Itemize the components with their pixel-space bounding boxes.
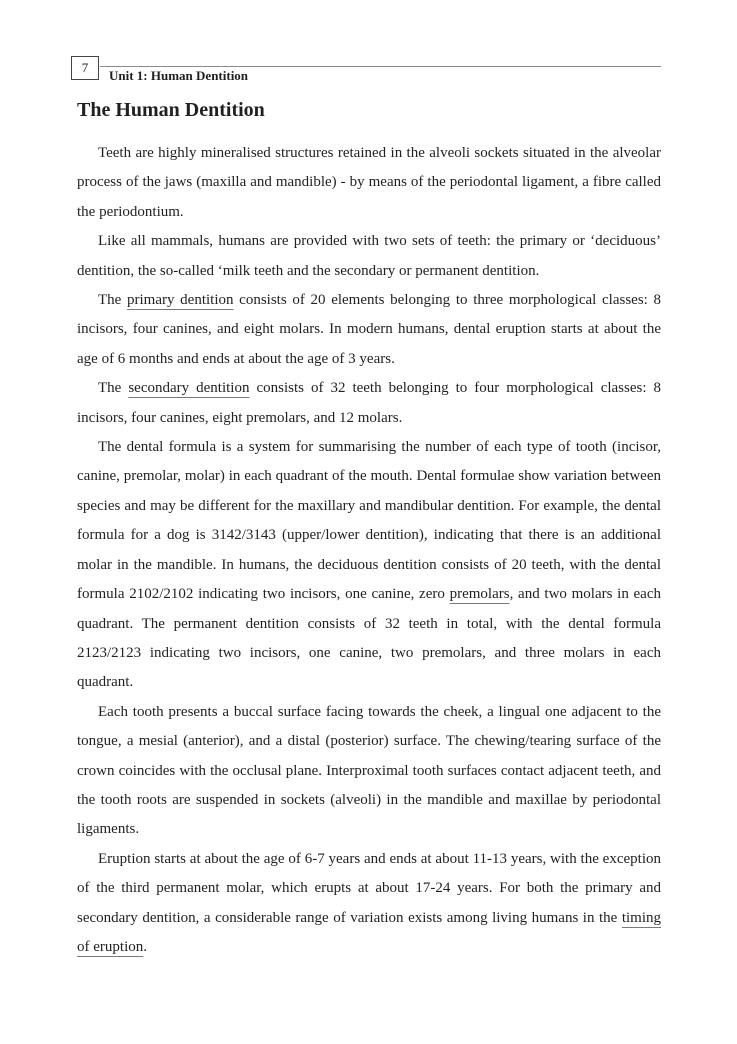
paragraph-teeth-structure: Teeth are highly mineralised structures retained in the alveoli sockets situated in the alveolar process of the jaws (maxilla and mandible) - by means of the periodontal ligament, a fibre called the periodontium. <box>77 145 661 220</box>
running-header-title: Unit 1: Human Dentition <box>109 68 249 83</box>
paragraph-primary-dentition: The primary dentition consists of 20 elements belonging to three morphological classes: 8 incisors, four canines, and eight molars. In modern humans, dental eruption starts at about the age of 6 months and ends at about the age of 3 years. <box>77 292 661 367</box>
term-premolars: premolars <box>449 586 510 603</box>
paragraph-eruption: Eruption starts at about the age of 6-7 years and ends at about 11-13 years, with the exception of the third permanent molar, which erupts at about 17-24 years. For both the primary and secondary dentition, a considerable range of variation exists among living humans in the timing of eruption. <box>77 850 661 955</box>
body-text <box>77 139 661 962</box>
paragraph-two-sets: Like all mammals, humans are provided with two sets of teeth: the primary or ‘deciduous’ dentition, the so-called ‘milk teeth and the secondary or permanent dentition. <box>77 233 661 279</box>
page-number: 7 <box>71 56 99 80</box>
page-title: The Human Dentition <box>77 99 265 121</box>
term-secondary-dentition: secondary dentition <box>128 380 250 397</box>
term-primary-dentition: primary dentition <box>127 292 234 309</box>
term-timing-of-eruption: timing of eruption <box>77 909 661 955</box>
paragraph-tooth-surfaces: Each tooth presents a buccal surface facing towards the cheek, a lingual one adjacent to the tongue, a mesial (anterior), and a distal (posterior) surface. The chewing/tearing surface of the crown coincides with the occlusal plane. Interproximal tooth surfaces contact adjacent teeth, and the tooth roots are suspended in sockets (alveoli) in the mandible and maxillae by periodontal ligaments. <box>77 703 661 838</box>
paragraph-dental-formula: The dental formula is a system for summarising the number of each type of tooth (incisor, canine, premolar, molar) in each quadrant of the mouth. Dental formulae show variation between species and may be different for the maxillary and mandibular dentition. For example, the dental formula for a dog is 3142/3143 (upper/lower dentition), indicating that there is an additional molar in the mandible. In humans, the deciduous dentition consists of 20 teeth, with the dental formula 2102/2102 indicating two incisors, one canine, zero premolars, and two molars in each quadrant. The permanent dentition consists of 32 teeth in total, with the dental formula 2123/2123 indicating two incisors, one canine, two premolars, and three molars in each quadrant. <box>77 439 661 691</box>
paragraph-secondary-dentition: The secondary dentition consists of 32 teeth belonging to four morphological classes: 8 incisors, four canines, eight premolars, and 12 molars. <box>77 380 662 426</box>
